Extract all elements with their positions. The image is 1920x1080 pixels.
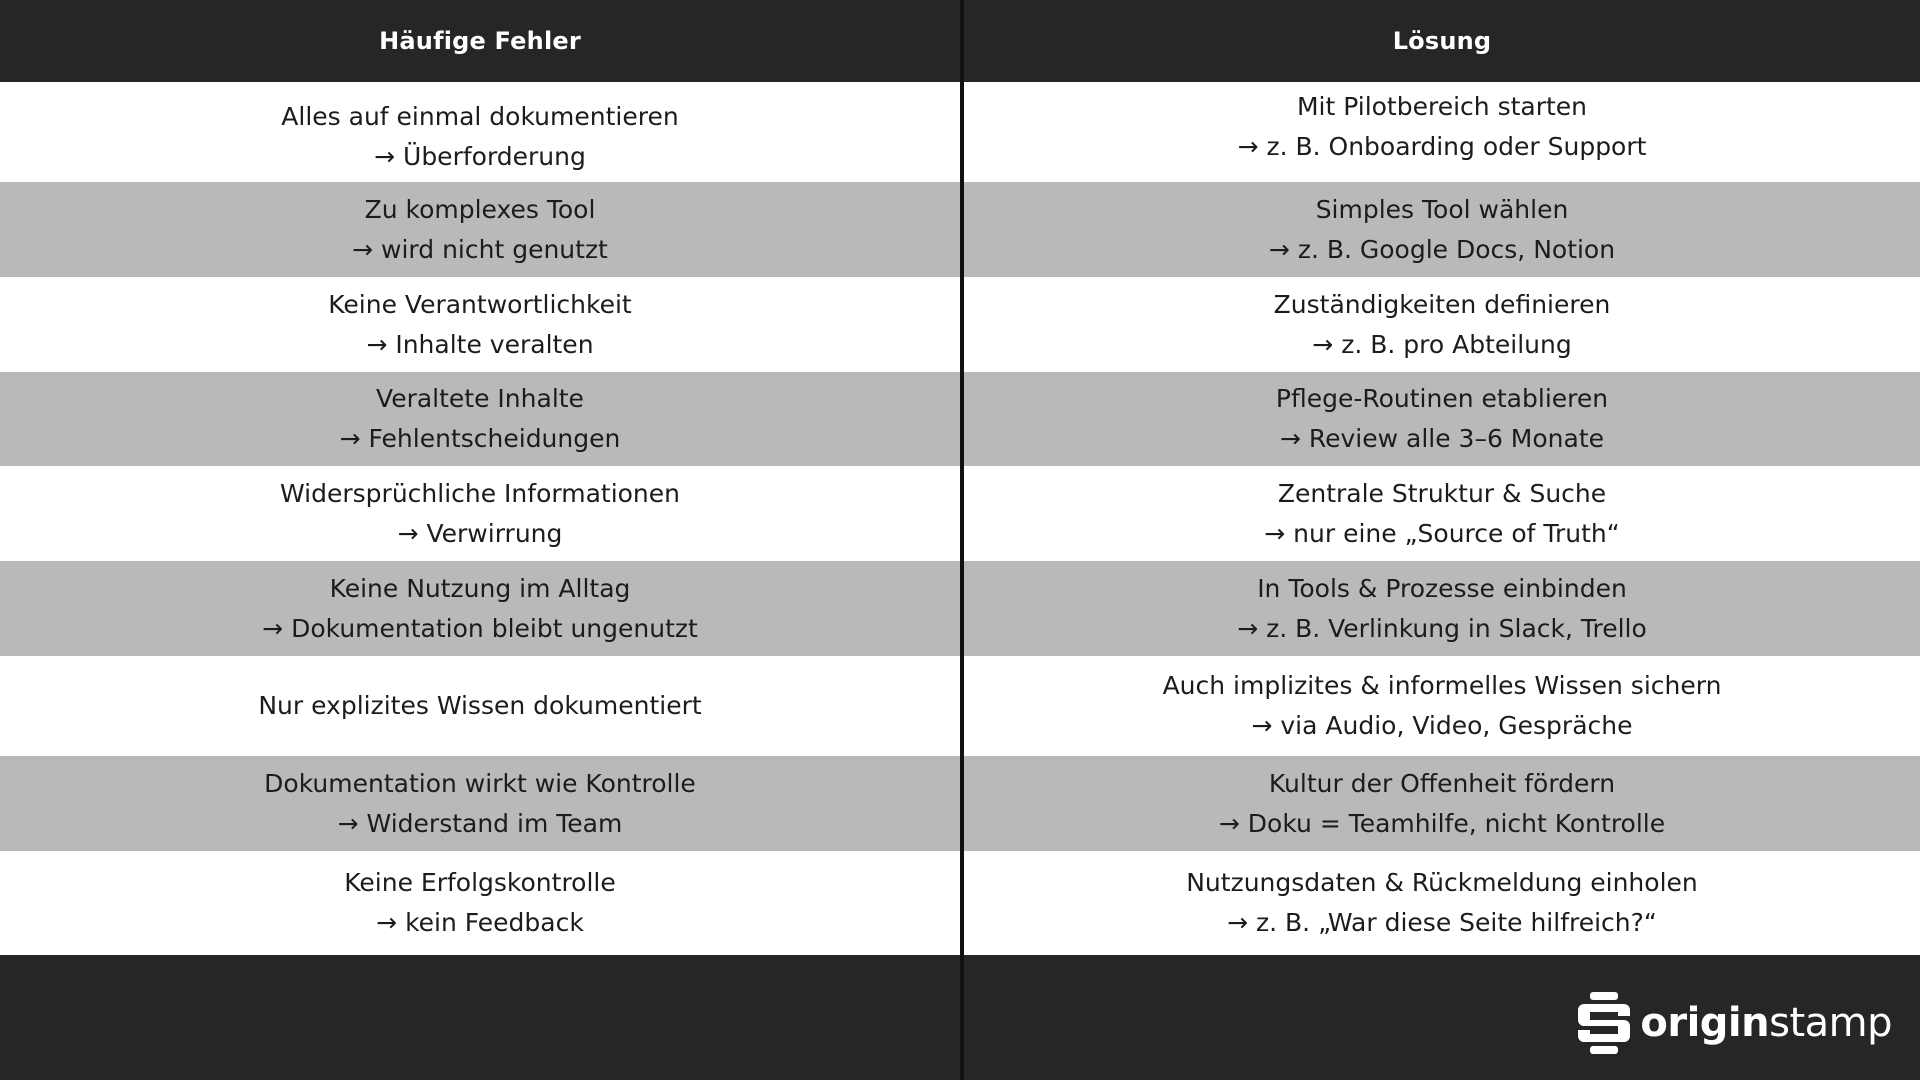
header-problems: Häufige Fehler [379,27,581,55]
problem-cell [0,466,960,561]
problem-cell [0,82,960,182]
problem-text: Nur explizites Wissen dokumentiert [258,691,702,720]
problem-text: Alles auf einmal dokumentieren [281,102,679,131]
originstamp-logo-icon [1576,992,1632,1054]
problem-text: Veraltete Inhalte [376,384,584,413]
solution-cell [964,82,1920,182]
problem-cell [0,756,960,851]
logo-text-regular: stamp [1769,1000,1892,1046]
column-divider [960,0,964,1080]
problem-cell [0,851,960,955]
solution-cell [964,372,1920,466]
solution-example: → z. B. Google Docs, Notion [1268,234,1616,264]
problem-consequence: → Fehlentscheidungen [339,424,621,453]
solution-cell [964,182,1920,277]
problem-text: Keine Erfolgskontrolle [344,868,616,897]
solution-cell [964,656,1920,756]
solution-text: Zentrale Struktur & Suche [1277,478,1607,508]
solution-example: → z. B. Verlinkung in Slack, Trello [1237,613,1647,643]
solution-example: → Review alle 3–6 Monate [1279,424,1605,453]
problem-text: Keine Verantwortlichkeit [328,289,632,319]
solution-text: Auch implizites & informelles Wissen sichern [1162,671,1722,700]
solution-text: Pflege-Routinen etablieren [1275,384,1609,413]
solution-example: → z. B. „War diese Seite hilfreich?“ [1227,908,1657,937]
problem-consequence: → Verwirrung [397,518,563,548]
problem-cell [0,277,960,372]
logo-text-bold: origin [1640,1000,1770,1046]
header-solutions: Lösung [1392,27,1492,55]
solution-text: Simples Tool wählen [1315,194,1569,224]
originstamp-logo [1576,988,1892,1058]
problem-consequence: → kein Feedback [376,908,584,937]
solution-example: → z. B. pro Abteilung [1312,329,1572,359]
problem-cell [0,182,960,277]
solution-cell [964,851,1920,955]
problem-consequence: → Dokumentation bleibt ungenutzt [262,613,698,643]
problem-text: Zu komplexes Tool [364,194,596,224]
solution-example: → nur eine „Source of Truth“ [1264,518,1620,548]
solution-text: Zuständigkeiten definieren [1273,289,1611,319]
originstamp-wordmark [1640,1000,1892,1046]
problem-consequence: → Widerstand im Team [337,808,623,838]
problem-consequence: → wird nicht genutzt [352,234,608,264]
solution-example: → via Audio, Video, Gespräche [1251,711,1633,740]
problem-consequence: → Inhalte veralten [366,329,594,359]
solution-cell [964,756,1920,851]
solution-text: Nutzungsdaten & Rückmeldung einholen [1186,868,1698,897]
solution-text: Mit Pilotbereich starten [1296,92,1588,121]
problem-text: Keine Nutzung im Alltag [329,573,631,603]
solution-text: In Tools & Prozesse einbinden [1257,573,1627,603]
solution-example: → Doku = Teamhilfe, nicht Kontrolle [1218,808,1666,838]
problem-text: Widersprüchliche Informationen [280,478,680,508]
problem-consequence: → Überforderung [374,142,586,171]
problem-text: Dokumentation wirkt wie Kontrolle [264,768,696,798]
solution-text: Kultur der Offenheit fördern [1268,768,1616,798]
problem-cell [0,561,960,656]
solution-cell [964,277,1920,372]
problem-cell [0,656,960,756]
solution-example: → z. B. Onboarding oder Support [1237,132,1647,161]
solution-cell [964,466,1920,561]
problem-cell [0,372,960,466]
solution-cell [964,561,1920,656]
